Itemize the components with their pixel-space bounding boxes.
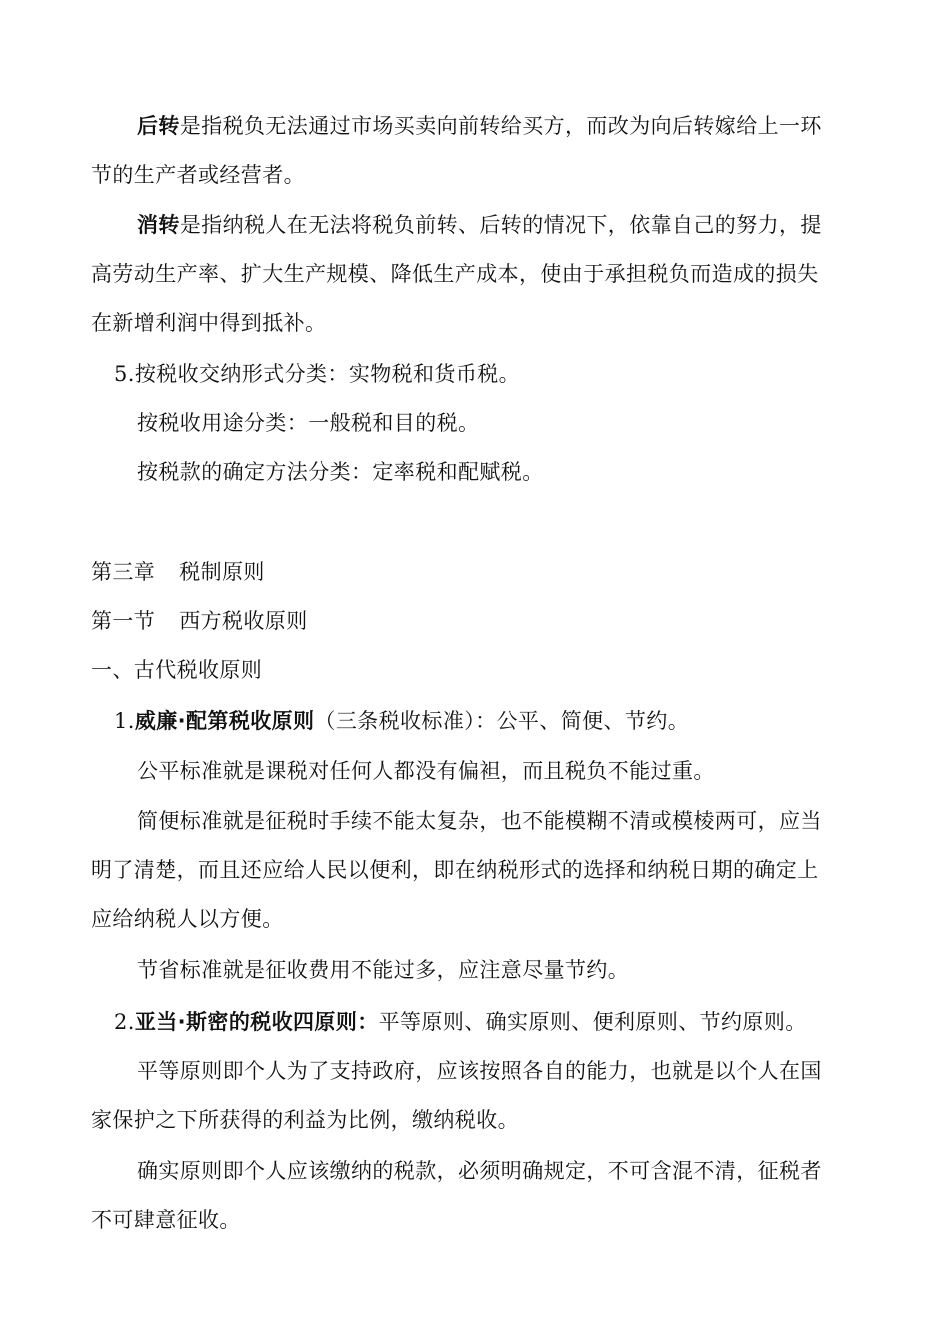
chapter-heading [91, 558, 871, 586]
paragraph-simple-standard-line-2: 明了清楚，而且还应给人民以便利，即在纳税形式的选择和纳税日期的确定上 [91, 858, 819, 882]
term-adam-smith: 亚当·斯密的税收四原则： [134, 1010, 379, 1034]
paragraph-simple-standard-line-3: 应给纳税人以方便。 [91, 907, 284, 931]
chapter-title: 税制原则 [179, 560, 265, 584]
paragraph-certainty-line-1: 确实原则即个人应该缴纳的税款，必须明确规定，不可含混不清，征税者 [137, 1159, 822, 1183]
subsection-heading: 一、古代税收原则 [91, 658, 263, 682]
paragraph-equality-line-2: 家保护之下所获得的利益为比例，缴纳税收。 [91, 1108, 519, 1132]
paragraph-xiaozhuan-line-2: 高劳动生产率、扩大生产规模、降低生产成本，使由于承担税负而造成的损失 [91, 262, 819, 286]
section-title: 西方税收原则 [179, 609, 308, 633]
paragraph-equality-line-1: 平等原则即个人为了支持政府，应该按照各自的能力，也就是以个人在国 [137, 1059, 822, 1083]
item-2-adam-smith [114, 1008, 894, 1036]
item-1-rest: （三条税收标准）：公平、简便、节约。 [314, 709, 690, 733]
term-xiaozhuan: 消转 [137, 213, 180, 237]
text-xiaozhuan-1: 是指纳税人在无法将税负前转、后转的情况下，依靠自己的努力，提 [179, 213, 822, 237]
section-number: 第一节 [91, 609, 156, 633]
section-heading [91, 607, 871, 635]
paragraph-xiaozhuan-line-1 [137, 211, 917, 239]
term-william-petty: 威廉·配第税收原则 [134, 709, 315, 733]
item-1-william-petty [114, 707, 894, 735]
paragraph-fair-standard: 公平标准就是课税对任何人都没有偏袒，而且税负不能过重。 [137, 759, 715, 783]
paragraph-certainty-line-2: 不可肆意征收。 [91, 1208, 241, 1232]
paragraph-by-method: 按税款的确定方法分类：定率税和配赋税。 [137, 460, 544, 484]
text-houzhuan-1: 是指税负无法通过市场买卖向前转给买方，而改为向后转嫁给上一环 [179, 114, 822, 138]
chapter-number: 第三章 [91, 560, 156, 584]
item-5: 5.按税收交纳形式分类：实物税和货币税。 [114, 362, 521, 386]
term-houzhuan: 后转 [137, 114, 180, 138]
paragraph-by-use: 按税收用途分类：一般税和目的税。 [137, 411, 480, 435]
item-2-number: 2. [114, 1010, 135, 1034]
paragraph-houzhuan-line-2: 节的生产者或经营者。 [91, 163, 305, 187]
paragraph-xiaozhuan-line-3: 在新增利润中得到抵补。 [91, 311, 327, 335]
paragraph-houzhuan-line-1 [137, 112, 917, 140]
item-1-number: 1. [114, 709, 135, 733]
paragraph-simple-standard-line-1: 简便标准就是征税时手续不能太复杂，也不能模糊不清或模棱两可，应当 [137, 809, 822, 833]
paragraph-thrift-standard: 节省标准就是征收费用不能过多，应注意尽量节约。 [137, 958, 630, 982]
item-2-rest: 平等原则、确实原则、便利原则、节约原则。 [378, 1010, 807, 1034]
